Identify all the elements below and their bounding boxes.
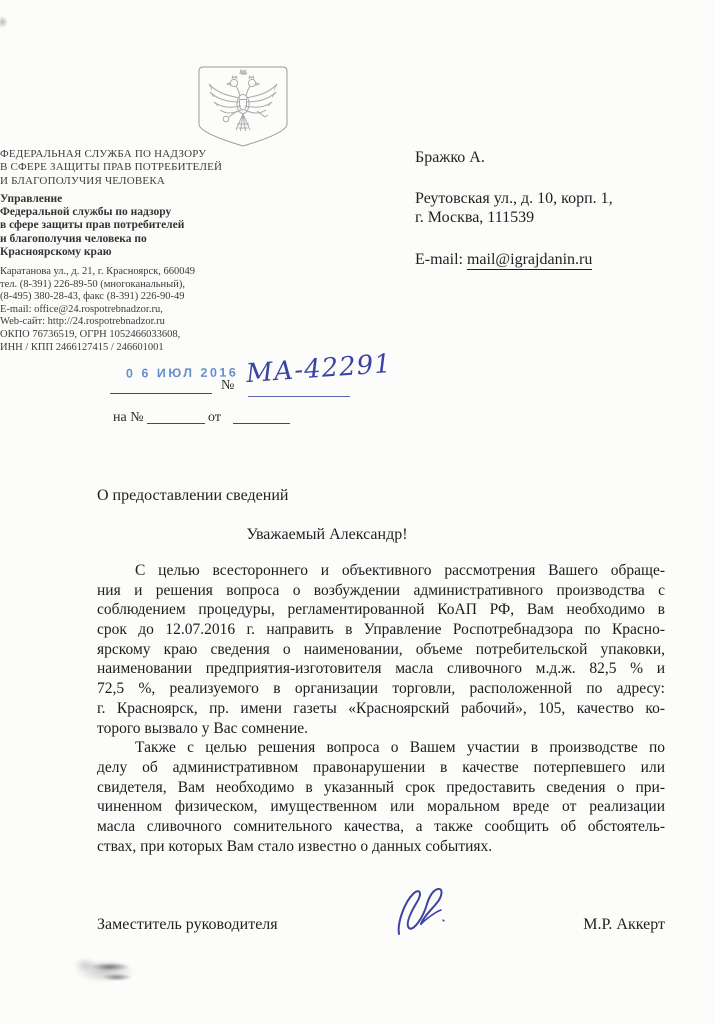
signer-name: М.Р. Аккерт — [583, 916, 665, 933]
recipient-address-line2: г. Москва, 111539 — [415, 209, 535, 226]
federal-service-name: ФЕДЕРАЛЬНАЯ СЛУЖБА ПО НАДЗОРУ В СФЕРЕ ЗАЩИТЫ ПРАВ ПОТРЕБИТЕЛЕЙ И БЛАГОПОЛУЧИЯ ЧЕЛОВЕКА — [0, 148, 223, 187]
letter-subject: О предоставлении сведений — [97, 487, 289, 504]
date-stamp: 0 6 ИЮЛ 2016 — [125, 365, 239, 381]
signer-position-title: Заместитель руководителя — [97, 916, 278, 933]
recipient-email-address: mail@igrajdanin.ru — [466, 251, 593, 268]
office-contact-details: Каратанова ул., д. 21, г. Красноярск, 660049 тел. (8-391) 226-89-50 (многоканальный), (8-495) 380-28-43, факс (8-391) 226-90-49 E-mail: office@24.rospotrebnadzor.ru, Web-сайт: http://24.rospotrebnadzor.ru ОКПО 76736519, ОГРН 1052466033608, ИНН / КПП 2466127415 / 246601001 — [0, 266, 195, 353]
recipient-name: Бражко А. — [415, 149, 485, 166]
signature-row — [97, 916, 665, 934]
number-sign-label: № — [221, 378, 235, 393]
paragraph-2: Также с целью решения вопроса о Вашем участии в производстве по делу об административном правонарушении в качестве потерпевшего или свидетеля, Вам необходимо в указанный срок предоставить сведения о при- чиненном физическом, имущественном или моральном вреде от реализации масла сливочного сомнительного качества, а также сообщить об обстоятель- ствах, при которых Вам стало известно о данных событиях. — [97, 739, 665, 855]
number-field-line — [248, 396, 350, 397]
reply-date-blank-line — [233, 423, 290, 424]
reference-number-row — [0, 348, 420, 405]
date-field-line — [110, 393, 212, 394]
handwritten-outgoing-number: МА-42291 — [245, 348, 393, 390]
reply-number-blank-line — [147, 423, 205, 424]
reply-number-label: на № — [113, 410, 144, 425]
email-label: E-mail: — [415, 251, 463, 268]
recipient-address-line1: Реутовская ул., д. 10, корп. 1, — [415, 190, 613, 207]
letter-body — [97, 561, 665, 856]
recipient-block — [415, 148, 675, 269]
paragraph-1: С целью всестороннего и объективного рассмотрения Вашего обраще- ния и решения вопроса о возбуждении административного производства с соблюдением процедуры, регламентированной КоАП РФ, Вам необходимо в срок до 12.07.2016 г. направить в Управление Роспотребнадзора по Красно- ярскому краю сведения о наименовании, объеме потребительской упаковки, наименовании предприятия-изготовителя масла сливочного м.д.ж. 82,5 % и 72,5 %, реализуемого в организации торговли, расположенной по адресу: г. Красноярск, пр. имени газеты «Красноярский рабочий», 105, качество ко- торого вызвало у Вас сомнение. — [97, 562, 665, 737]
coat-of-arms-eagle-icon — [196, 66, 290, 148]
regional-office-name: Управление Федеральной службы по надзору в сфере защиты прав потребителей и благополучия человека по Красноярскому краю — [0, 193, 185, 258]
scan-speck — [0, 16, 8, 28]
reply-reference-row — [0, 408, 420, 428]
letter-salutation: Уважаемый Александр! — [246, 526, 408, 543]
reply-date-label: от — [208, 410, 221, 425]
scan-smudge — [55, 945, 155, 997]
recipient-email-row — [415, 250, 675, 269]
